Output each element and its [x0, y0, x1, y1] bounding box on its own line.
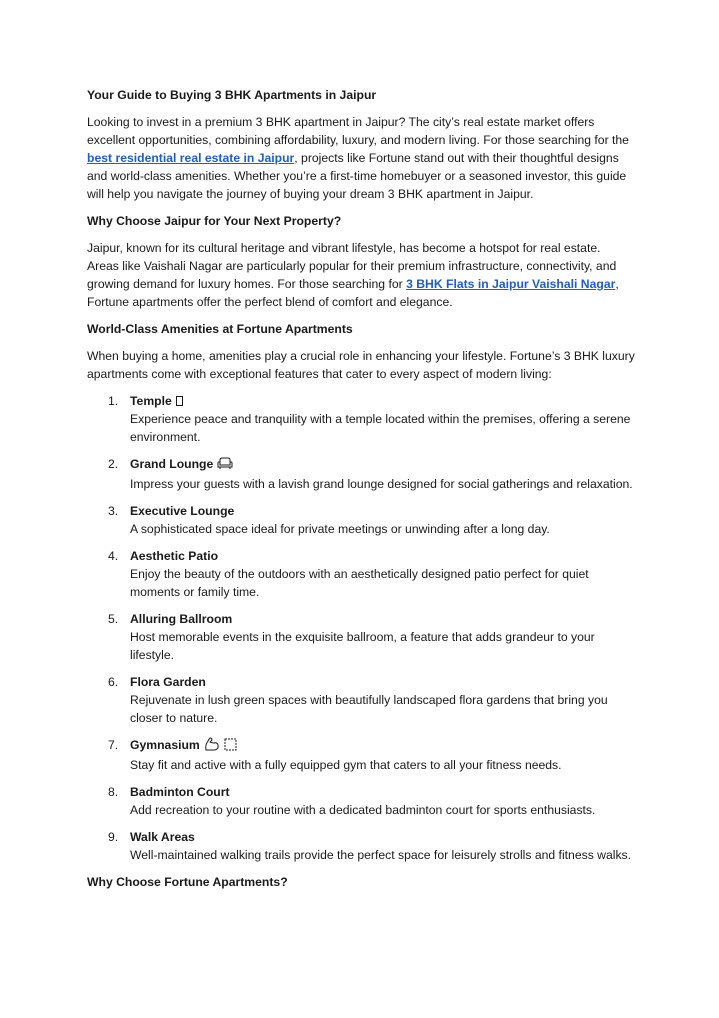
- list-number: 8.: [108, 785, 119, 799]
- couch-icon: [217, 457, 233, 475]
- list-item: [87, 502, 635, 538]
- why-jaipur-text-1: Jaipur, known for its cultural heritage and vibrant lifestyle, has become a hotspot for real estate. Areas like Vaishali Nagar are particularly popular for their premium infrastructure, connectivity, and growing demand for luxury homes. For those searching for: [87, 241, 617, 291]
- amenities-intro: When buying a home, amenities play a crucial role in enhancing your lifestyle. Fortune’s 3 BHK luxury apartments come with exceptional features that cater to every aspect of modern living:: [87, 349, 635, 381]
- vaishali-nagar-flats-link[interactable]: 3 BHK Flats in Jaipur Vaishali Nagar: [406, 277, 616, 291]
- amenity-title: Grand Lounge: [130, 457, 214, 471]
- list-item: [87, 828, 635, 864]
- amenity-description: A sophisticated space ideal for private meetings or unwinding after a long day.: [130, 522, 550, 536]
- list-item: [87, 455, 635, 493]
- list-number: 5.: [108, 612, 119, 626]
- amenity-description: Enjoy the beauty of the outdoors with an aesthetically designed patio perfect for quiet moments or family time.: [130, 567, 589, 599]
- list-number: 7.: [108, 738, 119, 752]
- intro-text-1: Looking to invest in a premium 3 BHK apartment in Jaipur? The city’s real estate market offers excellent opportunities, combining affordability, luxury, and modern living. For those searching for the: [87, 115, 629, 147]
- amenity-description: Rejuvenate in lush green spaces with beautifully landscaped flora gardens that bring you closer to nature.: [130, 693, 608, 725]
- why-fortune-heading: Why Choose Fortune Apartments?: [87, 875, 288, 889]
- intro-paragraph: [87, 113, 635, 203]
- amenity-title: Flora Garden: [130, 675, 206, 689]
- amenity-title: Aesthetic Patio: [130, 549, 219, 563]
- list-number: 9.: [108, 830, 119, 844]
- list-item: [87, 547, 635, 601]
- amenity-description: Impress your guests with a lavish grand lounge designed for social gatherings and relaxation.: [130, 477, 633, 491]
- list-number: 2.: [108, 457, 119, 471]
- why-jaipur-paragraph: [87, 239, 635, 311]
- flexed-biceps-icon: [204, 737, 220, 756]
- list-item: [87, 392, 635, 446]
- list-item: [87, 610, 635, 664]
- list-item: [87, 783, 635, 819]
- list-item: [87, 673, 635, 727]
- amenities-list: [87, 392, 635, 864]
- list-number: 3.: [108, 504, 119, 518]
- list-number: 6.: [108, 675, 119, 689]
- amenity-title: Alluring Ballroom: [130, 612, 233, 626]
- why-jaipur-heading: Why Choose Jaipur for Your Next Property?: [87, 214, 342, 228]
- amenity-title: Temple: [130, 394, 172, 408]
- amenity-description: Host memorable events in the exquisite ballroom, a feature that adds grandeur to your lifestyle.: [130, 630, 595, 662]
- dumbbell-icon: [224, 738, 237, 756]
- amenity-title: Badminton Court: [130, 785, 230, 799]
- amenity-title: Executive Lounge: [130, 504, 235, 518]
- best-residential-real-estate-link[interactable]: best residential real estate in Jaipur: [87, 151, 295, 165]
- amenity-title: Gymnasium: [130, 738, 200, 752]
- list-number: 1.: [108, 394, 119, 408]
- missing-glyph-icon: [176, 396, 183, 406]
- amenity-description: Add recreation to your routine with a dedicated badminton court for sports enthusiasts.: [130, 803, 596, 817]
- amenity-description: Stay fit and active with a fully equipped gym that caters to all your fitness needs.: [130, 758, 562, 772]
- list-number: 4.: [108, 549, 119, 563]
- amenity-description: Experience peace and tranquility with a temple located within the premises, offering a serene environment.: [130, 412, 631, 444]
- amenity-title: Walk Areas: [130, 830, 195, 844]
- amenities-heading: World-Class Amenities at Fortune Apartments: [87, 322, 353, 336]
- document-page: [87, 86, 635, 900]
- intro-text-2: , projects like Fortune stand out with their thoughtful designs and world-class amenities. Whether you’re a first-time homebuyer or a seasoned investor, this guide will help you navigate the journey of buying your dream 3 BHK apartment in Jaipur.: [87, 151, 627, 201]
- amenity-description: Well-maintained walking trails provide the perfect space for leisurely strolls and fitness walks.: [130, 848, 632, 862]
- article-title: Your Guide to Buying 3 BHK Apartments in Jaipur: [87, 88, 377, 102]
- list-item: [87, 736, 635, 774]
- why-jaipur-text-2: , Fortune apartments offer the perfect blend of comfort and elegance.: [87, 277, 619, 309]
